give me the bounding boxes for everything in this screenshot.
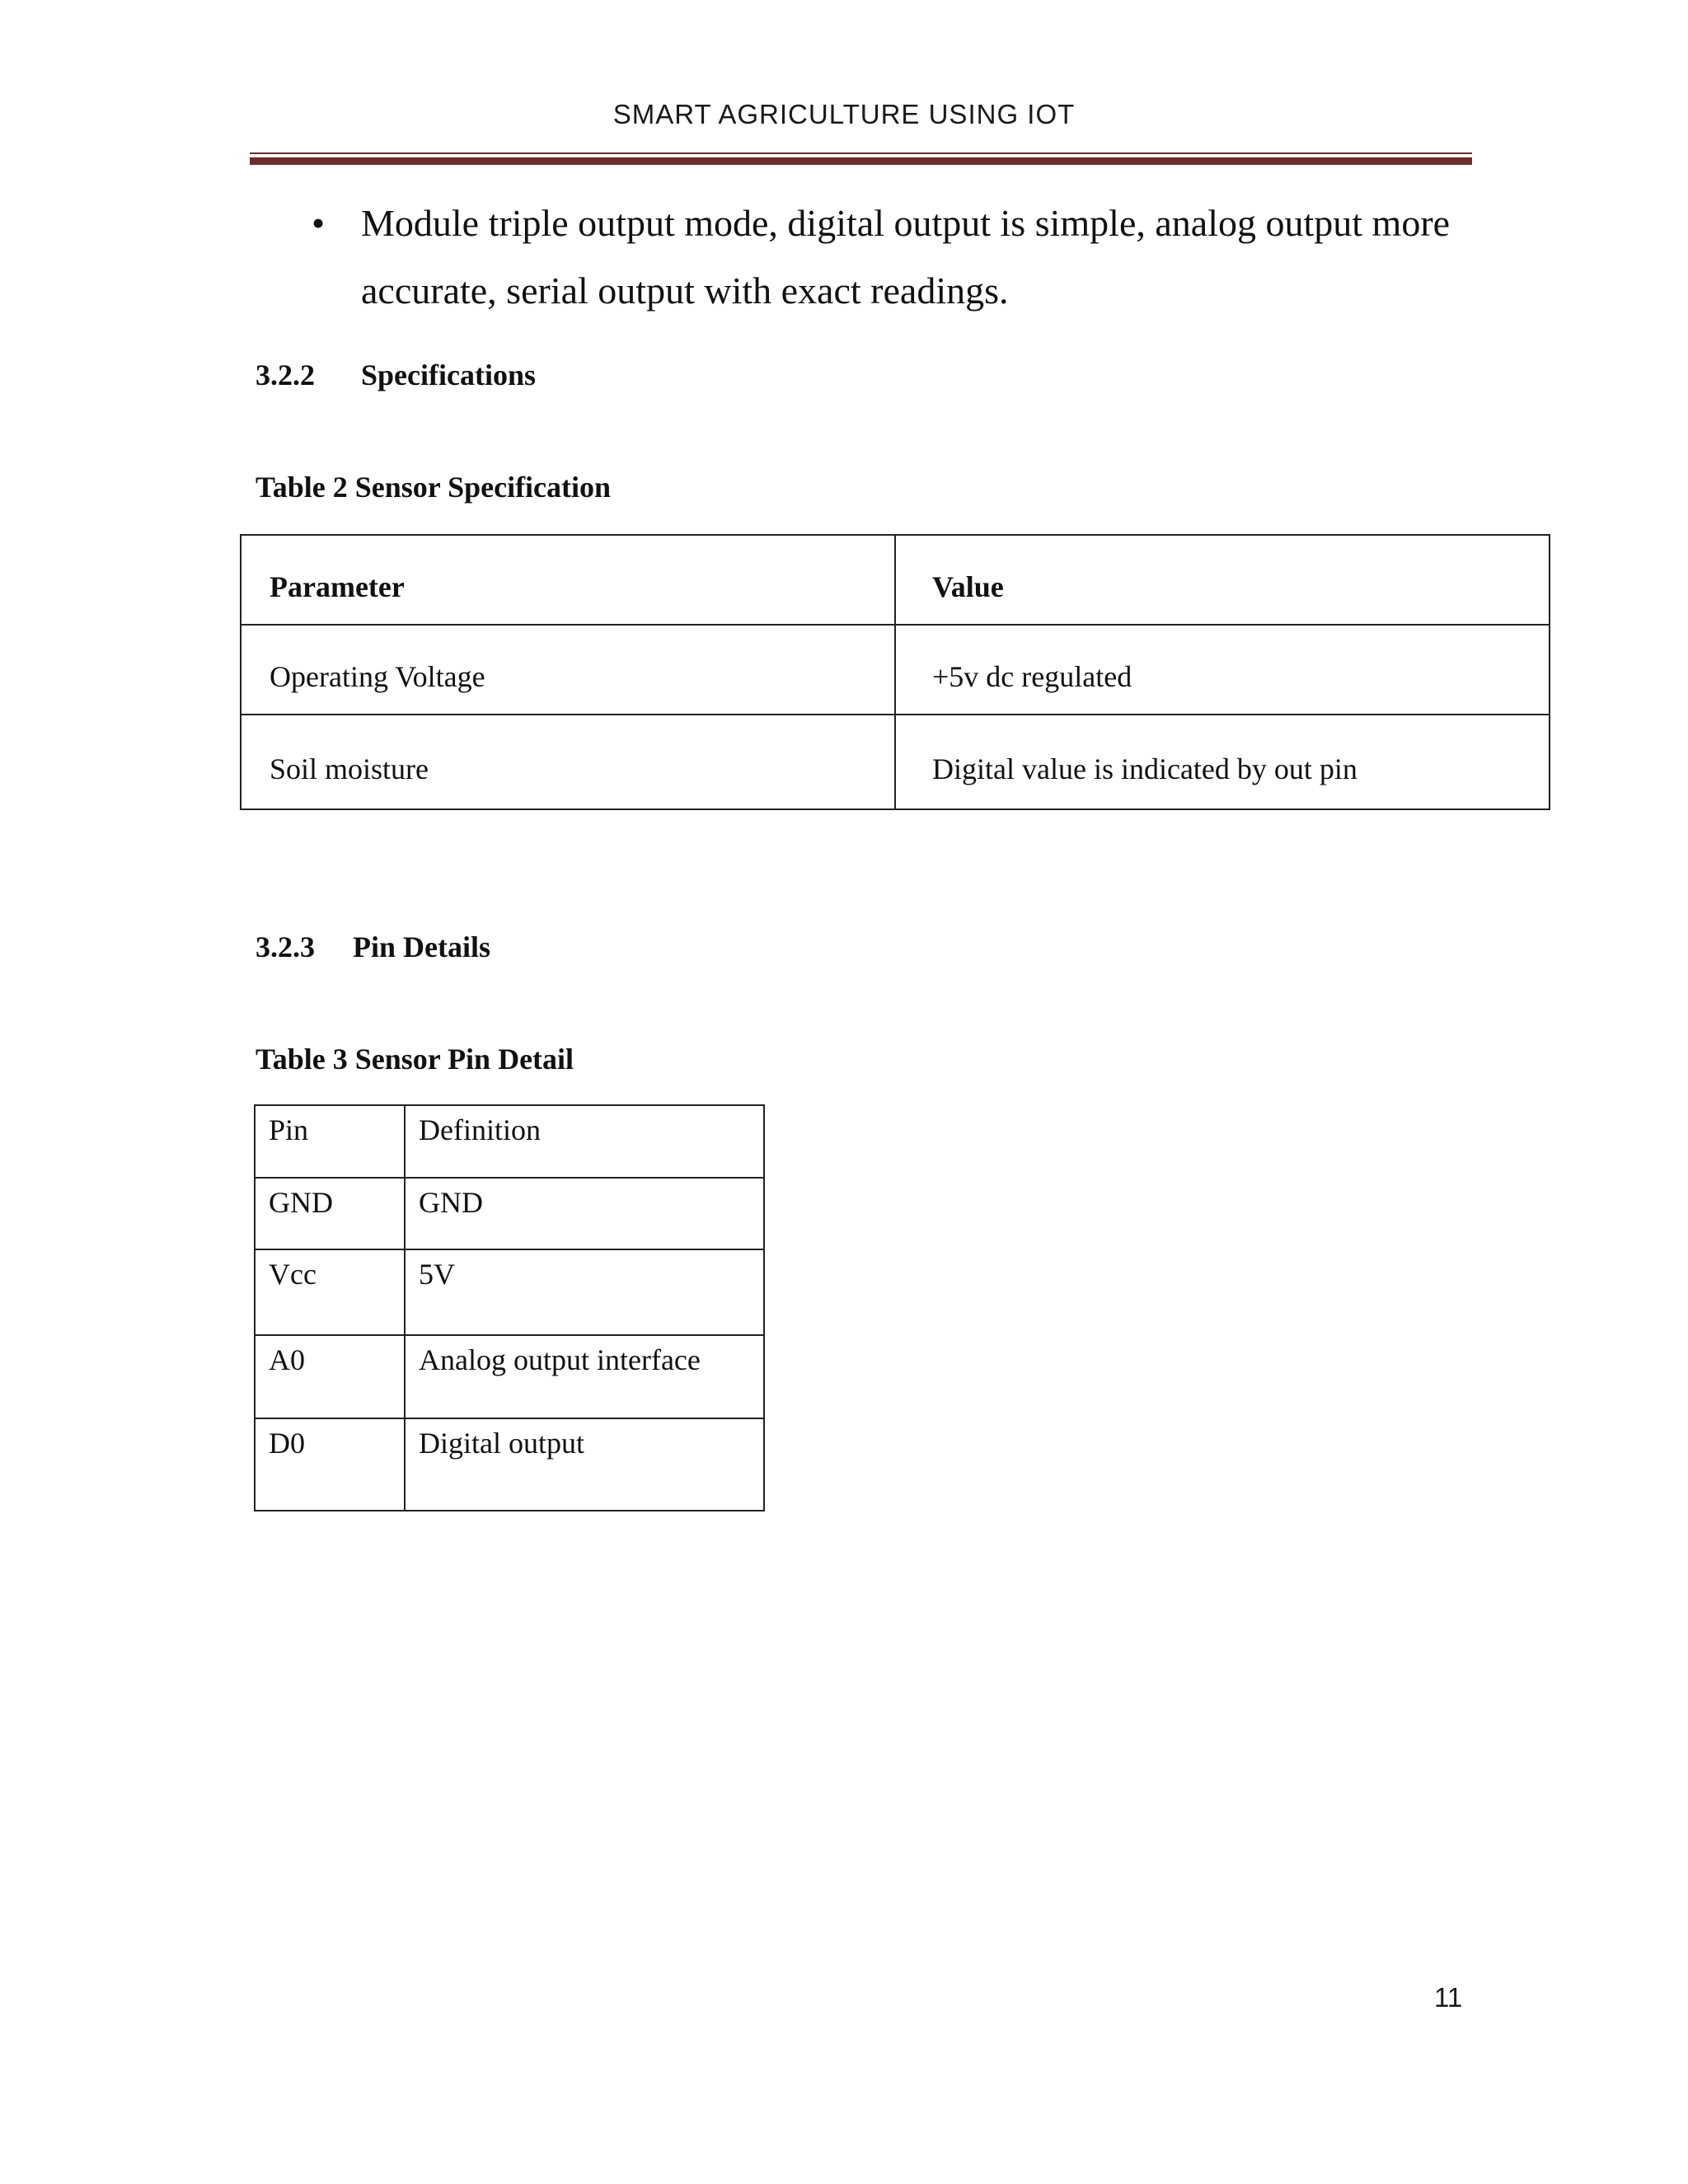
table-cell: Vcc: [255, 1249, 405, 1335]
section-number: 3.2.2: [256, 359, 315, 391]
table-3-caption: Table 3 Sensor Pin Detail: [256, 1043, 574, 1076]
table-cell: A0: [255, 1335, 405, 1418]
table-row: [241, 715, 1550, 809]
table-cell: GND: [255, 1178, 405, 1249]
header-rule-thin: [250, 152, 1472, 154]
table-cell: Pin: [255, 1105, 405, 1178]
table-2-caption: Table 2 Sensor Specification: [256, 471, 612, 504]
sensor-specification-table: [240, 534, 1550, 810]
sensor-pin-detail-table: [254, 1104, 765, 1511]
bullet-text-line-2: accurate, serial output with exact readings.: [361, 269, 1009, 312]
table-header-cell: Value: [895, 535, 1550, 625]
section-title: Pin Details: [353, 930, 490, 963]
table-cell: Digital value is indicated by out pin: [895, 715, 1550, 809]
page-number: 11: [1434, 1982, 1463, 2013]
table-row: [255, 1249, 764, 1335]
table-cell: +5v dc regulated: [895, 625, 1550, 715]
table-header-row: [255, 1105, 764, 1178]
table-cell: Operating Voltage: [241, 625, 895, 715]
table-row: [255, 1335, 764, 1418]
table-cell: Digital output: [405, 1418, 764, 1511]
table-row: [255, 1178, 764, 1249]
table-header-cell: Parameter: [241, 535, 895, 625]
bullet-text-line-1: Module triple output mode, digital output is simple, analog output more: [361, 202, 1451, 244]
section-heading-pin-details: [256, 930, 750, 971]
table-cell: Soil moisture: [241, 715, 895, 809]
table-row: [241, 625, 1550, 715]
bullet-icon: •: [312, 202, 326, 244]
table-header-row: [241, 535, 1550, 625]
table-cell: Analog output interface: [405, 1335, 764, 1418]
section-title: Specifications: [361, 359, 536, 391]
bullet-text: [361, 190, 1490, 325]
table-cell: Definition: [405, 1105, 764, 1178]
section-heading-specifications: [256, 358, 750, 399]
table-cell: GND: [405, 1178, 764, 1249]
table-cell: D0: [255, 1418, 405, 1511]
header-rule-thick: [250, 157, 1472, 165]
running-header-title: SMART AGRICULTURE USING IOT: [612, 99, 1076, 129]
table-row: [255, 1418, 764, 1511]
section-number: 3.2.3: [256, 930, 315, 963]
table-cell: 5V: [405, 1249, 764, 1335]
